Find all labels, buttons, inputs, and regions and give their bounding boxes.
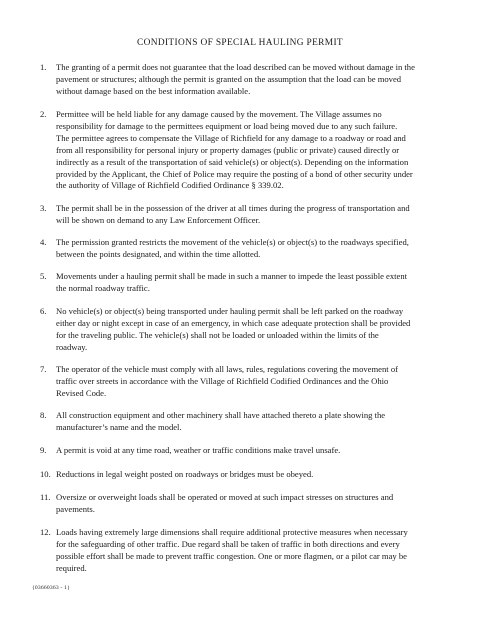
item-number: 9. bbox=[40, 445, 47, 455]
page-title: CONDITIONS OF SPECIAL HAULING PERMIT bbox=[136, 38, 343, 48]
condition-item-2 bbox=[40, 109, 450, 192]
condition-item-1 bbox=[40, 62, 450, 98]
condition-item-5 bbox=[40, 271, 450, 295]
item-number: 7. bbox=[40, 364, 47, 374]
item-text: The permit shall be in the possession of the driver at all times during the progress of transportation and will be shown on demand to any Law Enforcement Officer. bbox=[56, 203, 410, 225]
item-number: 2. bbox=[40, 109, 47, 119]
item-text: No vehicle(s) or object(s) being transported under hauling permit shall be left parked on the roadway either day or night except in case of an emergency, in which case adequate protection shall be provided for the traveling public. The vehicle(s) shall not be loaded or unloaded within the limits of the roadway. bbox=[56, 306, 411, 352]
document-id-footer: {03660363 - 1} bbox=[32, 585, 71, 591]
condition-item-12 bbox=[40, 527, 450, 575]
item-number: 1. bbox=[40, 62, 47, 72]
item-text: Oversize or overweight loads shall be operated or moved at such impact stresses on structures and pavements. bbox=[56, 492, 394, 514]
condition-item-9 bbox=[40, 445, 450, 457]
item-number: 6. bbox=[40, 306, 47, 316]
item-text: Permittee will be held liable for any damage caused by the movement. The Village assumes no responsibility for damage to the permittees equipment or load being moved due to any such failure. The permittee agrees to compensate the Village of Richfield for any damage to a roadway or road and from all responsibility for personal injury or property damages (public or private) caused directly or indirectly as a result of the transportation of said vehicle(s) or object(s). Depending on the information provided by the Applicant, the Chief of Police may require the posting of a bond of other security under the authority of Village of Richfield Codified Ordinance § 339.02. bbox=[56, 109, 413, 191]
item-text: Reductions in legal weight posted on roadways or bridges must be obeyed. bbox=[56, 469, 314, 479]
item-number: 8. bbox=[40, 410, 47, 420]
item-text: Movements under a hauling permit shall be made in such a manner to impede the least possible extent the normal roadway traffic. bbox=[56, 271, 408, 293]
item-text: A permit is void at any time road, weather or traffic conditions make travel unsafe. bbox=[56, 445, 341, 455]
condition-item-11 bbox=[40, 492, 450, 516]
item-number: 11. bbox=[40, 492, 51, 502]
item-text: Loads having extremely large dimensions shall require additional protective measures when necessary for the safeguarding of other traffic. Due regard shall be taken of traffic in both directions and every possible effort shall be made to prevent traffic congestion. One or more flagmen, or a pilot car may be required. bbox=[56, 527, 408, 573]
condition-item-6 bbox=[40, 306, 450, 354]
condition-item-10 bbox=[40, 469, 450, 481]
item-text: The operator of the vehicle must comply with all laws, rules, regulations covering the movement of traffic over streets in accordance with the Village of Richfield Codified Ordinances and the Ohio Revised Code. bbox=[56, 364, 398, 398]
item-text: All construction equipment and other machinery shall have attached thereto a plate showing the manufacturer’s name and the model. bbox=[56, 410, 386, 432]
item-number: 12. bbox=[40, 527, 51, 537]
item-number: 10. bbox=[40, 469, 51, 479]
item-number: 5. bbox=[40, 271, 47, 281]
condition-item-3 bbox=[40, 203, 450, 227]
condition-item-4 bbox=[40, 237, 450, 261]
condition-item-8 bbox=[40, 410, 450, 434]
item-number: 3. bbox=[40, 203, 47, 213]
condition-item-7 bbox=[40, 364, 450, 400]
item-text: The granting of a permit does not guarantee that the load described can be moved without damage in the pavement or structures; although the permit is granted on the assumption that the load can be moved without damage based on the best information available. bbox=[56, 62, 415, 96]
item-text: The permission granted restricts the movement of the vehicle(s) or object(s) to the roadways specified, between the points designated, and within the time allotted. bbox=[56, 237, 409, 259]
item-number: 4. bbox=[40, 237, 47, 247]
